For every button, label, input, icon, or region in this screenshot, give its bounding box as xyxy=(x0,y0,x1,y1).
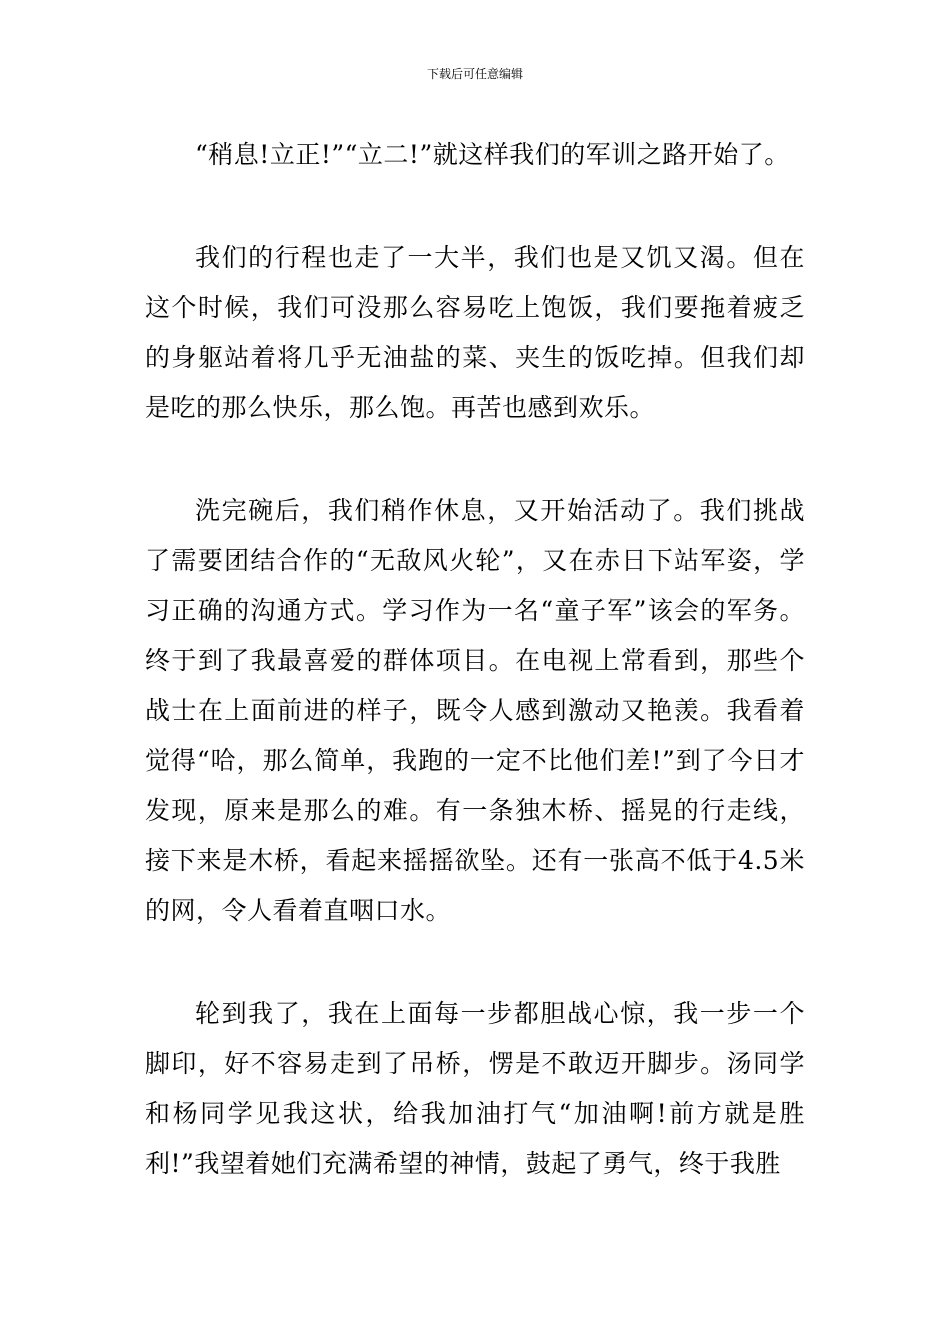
paragraph-1: “稍息!立正!”“立二!”就这样我们的军训之路开始了。 xyxy=(195,140,790,169)
document-body xyxy=(145,130,805,1189)
paragraph-4: 轮到我了，我在上面每一步都胆战心惊，我一步一个脚印，好不容易走到了吊桥，愣是不敢迈开脚步。汤同学和杨同学见我这状，给我加油打气“加油啊!前方就是胜利!”我望着她们充满希望的神情，鼓起了勇气，终于我胜 xyxy=(145,999,805,1178)
paragraph-3: 洗完碗后，我们稍作休息，又开始活动了。我们挑战了需要团结合作的“无敌风火轮”，又在赤日下站军姿，学习正确的沟通方式。学习作为一名“童子军”该会的军务。终于到了我最喜爱的群体项目。在电视上常看到，那些个战士在上面前进的样子，既令人感到激动又艳羡。我看着觉得“哈，那么简单，我跑的一定不比他们差!”到了今日才发现，原来是那么的难。有一条独木桥、摇晃的行走线，接下来是木桥，看起来摇摇欲坠。还有一张高不低于4.5米的网，令人看着直咽口水。 xyxy=(145,496,805,925)
paragraph-2: 我们的行程也走了一大半，我们也是又饥又渴。但在这个时候，我们可没那么容易吃上饱饭，我们要拖着疲乏的身躯站着将几乎无油盐的菜、夹生的饭吃掉。但我们却是吃的那么快乐，那么饱。再苦也感到欢乐。 xyxy=(145,243,805,422)
page-header: 下载后可任意编辑 xyxy=(426,67,523,81)
